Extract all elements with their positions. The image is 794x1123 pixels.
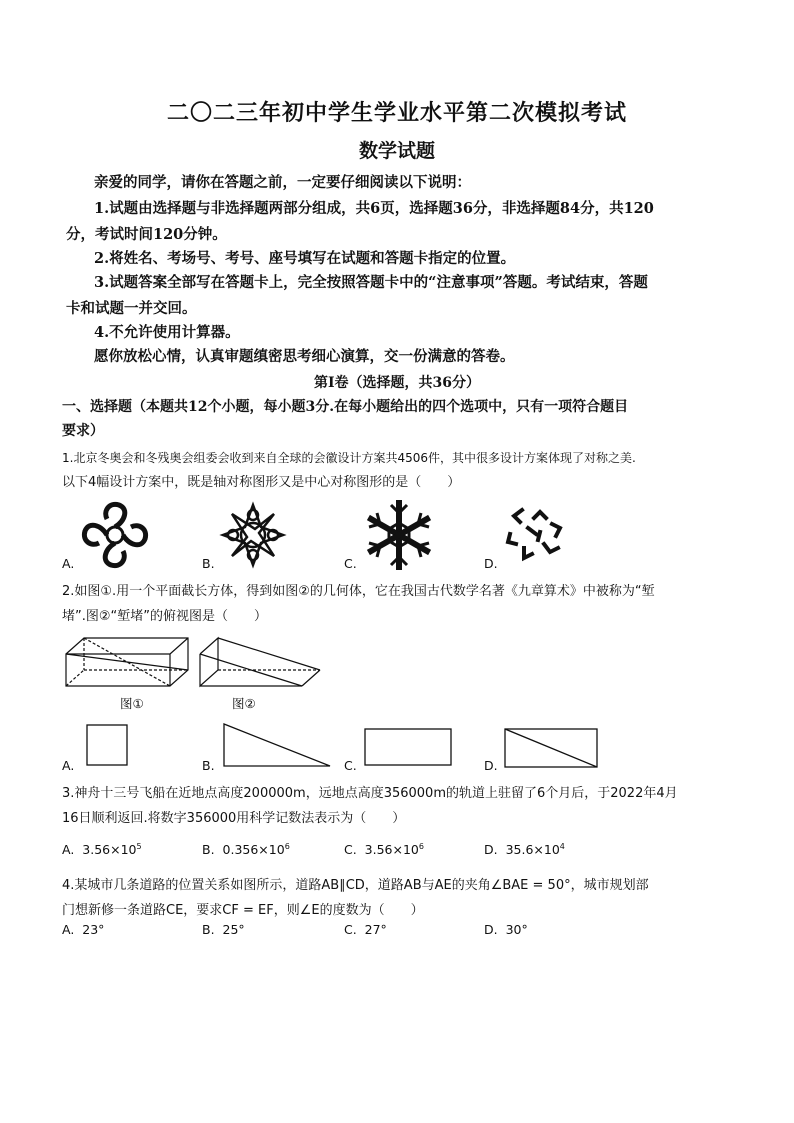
q1-emblem-a-icon [80,500,150,570]
q2-line2: 堵”.图②“堑堵”的俯视图是（ ） [62,609,267,624]
q4-option-a: A. 23° [62,922,105,937]
q2-option-d-label: D. [484,758,498,773]
section-heading-line2: 要求） [62,423,104,439]
exam-title: 二〇二三年初中学生学业水平第二次模拟考试 [166,100,627,126]
q4-line2: 门想新修一条道路CE，要求CF = EF，则∠E的度数为（ ） [62,903,424,918]
q1-emblem-d-icon [504,508,566,562]
q2-option-c-label: C. [344,758,357,773]
q2-figure2-caption: 图② [232,696,256,711]
q1-emblem-c-snowflake-icon [362,498,436,572]
instructions-item3-line2: 卡和试题一并交回。 [66,300,197,317]
q2-figure1-caption: 图① [120,696,144,711]
exam-subtitle: 数学试题 [358,140,435,162]
section-heading-line1: 一、选择题（本题共12个小题，每小题3分.在每小题给出的四个选项中，只有一项符合题目 [62,399,629,415]
q4-line1: 4.某城市几条道路的位置关系如图所示，道路AB∥CD，道路AB与AE的夹角∠BAE = 50°，城市规划部 [62,878,649,893]
q1-emblem-b-icon [220,502,286,568]
q3-option-a: A. $3.56\times 10^5$ [62,842,142,858]
q2-option-d-rectangle-diagonal [504,728,598,768]
q2-option-c-rectangle [364,728,452,766]
q3-line1: 3.神舟十三号飞船在近地点高度200000m，远地点高度356000m的轨道上驻留了6个月后，于2022年4月 [62,786,678,801]
q2-figure1-cuboid [64,634,194,690]
q3-line2: 16日顺利返回.将数字356000用科学记数法表示为（ ） [62,811,406,826]
q4-option-b: B. 25° [202,922,245,937]
q4-option-c: C. 27° [344,922,387,937]
instructions-item1-line1: 1.试题由选择题与非选择题两部分组成，共6页，选择题36分，非选择题84分，共120 [94,200,654,217]
q1-line1: 1.北京冬奥会和冬残奥会组委会收到来自全球的会徽设计方案共4506件，其中很多设计方案体现了对称之美. [62,451,636,465]
part1-heading: 第Ⅰ卷（选择题，共36分） [313,375,481,391]
q2-option-a-label: A. [62,758,75,773]
q4-option-d: D. 30° [484,922,528,937]
q2-option-b-label: B. [202,758,215,773]
q3-option-c: C. $3.56\times 10^6$ [344,842,424,858]
instructions-item2: 2.将姓名、考场号、考号、座号填写在试题和答题卡指定的位置。 [94,250,516,267]
instructions-wish: 愿你放松心情，认真审题缜密思考细心演算，交一份满意的答卷。 [94,348,515,365]
q1-option-a-label: A. [62,556,75,571]
q3-option-d: D. $35.6\times 10^4$ [484,842,565,858]
instructions-greeting: 亲爱的同学，请你在答题之前，一定要仔细阅读以下说明： [94,174,471,191]
q1-option-d-label: D. [484,556,498,571]
q2-line1: 2.如图①.用一个平面截长方体，得到如图②的几何体，它在我国古代数学名著《九章算术》中被称为“堑 [62,584,655,599]
q1-line2: 以下4幅设计方案中，既是轴对称图形又是中心对称图形的是（ ） [62,475,461,490]
instructions-item1-line2: 分，考试时间120分钟。 [66,226,227,243]
q2-option-b-triangle [222,722,332,768]
q1-option-c-label: C. [344,556,357,571]
instructions-item4: 4.不允许使用计算器。 [94,324,240,341]
q2-option-a-square [86,724,128,766]
q2-figure2-prism [196,634,326,690]
q1-option-b-label: B. [202,556,215,571]
instructions-item3-line1: 3.试题答案全部写在答题卡上，完全按照答题卡中的“注意事项”答题。考试结束，答题 [94,274,648,291]
q3-option-b: B. $0.356\times 10^6$ [202,842,290,858]
